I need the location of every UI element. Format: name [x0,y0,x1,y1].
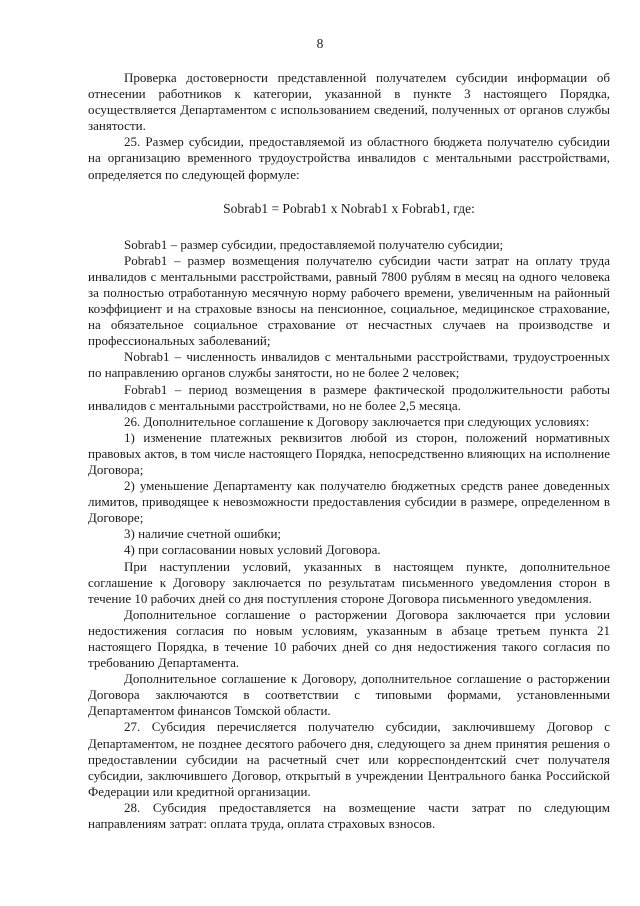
paragraph-fobrab-definition: Fobrab1 – период возмещения в размере фактической продолжительности работы инвалидов с ментальными расстройствами, но не более 2,5 месяца. [88,381,610,413]
paragraph-pobrab-definition: Pobrab1 – размер возмещения получателю субсидии части затрат на оплату труда инвалидов с ментальными расстройствами, равный 7800 рублям в месяц на одного человека за полностью отработанную месячную норму рабочего времени, увеличенным на районный коэффициент и на страховые взносы на пенсионное, социальное, медицинское страхование, на обязательное социальное страхование от несчастных случаев на производстве и профессиональных заболеваний; [88,252,610,349]
formula: Sobrab1 = Pobrab1 x Nobrab1 x Fobrab1, где: [223,200,475,216]
paragraph-27: 27. Субсидия перечисляется получателю субсидии, заключившему Договор с Департаментом, не позднее десятого рабочего дня, следующего за днем принятия решения о предоставлении субсидии на расчетный счет или корреспондентский счет получателя субсидии, заключившего Договор, открытый в учреждении Центрального банка Российской Федерации или кредитной организации. [88,719,610,799]
paragraph-sobrab-definition: Sobrab1 – размер субсидии, предоставляемой получателю субсидии; [124,236,504,252]
paragraph-nobrab-definition: Nobrab1 – численность инвалидов с ментальными расстройствами, трудоустроенных по направлению органов службы занятости, но не более 2 человек; [88,349,610,381]
document-body [88,70,610,832]
paragraph-25: 25. Размер субсидии, предоставляемой из областного бюджета получателю субсидии на организацию временного трудоустройства инвалидов с ментальными расстройствами, определяется по следующей формуле: [88,134,610,182]
paragraph-26: 26. Дополнительное соглашение к Договору заключается при следующих условиях: [124,413,590,429]
page-number: 8 [316,36,324,51]
paragraph-verification: Проверка достоверности представленной получателем субсидии информации об отнесении работников к категории, указанной в пункте 3 настоящего Порядка, осуществляется Департаментом с использованием сведений, полученных от органов службы занятости. [88,70,610,134]
paragraph-28: 28. Субсидия предоставляется на возмещение части затрат по следующим направлениям затрат: оплата труда, оплата страховых взносов. [88,799,610,832]
paragraph-conditions-procedure: При наступлении условий, указанных в настоящем пункте, дополнительное соглашение к Договору заключается по результатам письменного уведомления сторон в течение 10 рабочих дней со дня поступления стороне Договора письменного уведомления. [88,558,610,606]
paragraph-standard-forms: Дополнительное соглашение к Договору, дополнительное соглашение о расторжении Договора заключаются в соответствии с типовыми формами, установленными Департаментом финансов Томской области. [88,671,610,719]
list-item-condition-4: 4) при согласовании новых условий Договора. [124,542,381,558]
paragraph-termination-agreement: Дополнительное соглашение о расторжении Договора заключается при условии недостижения согласия по новым условиям, указанным в абзаце третьем пункта 21 настоящего Порядка, в течение 10 рабочих дней со дня недостижения такого согласия по требованию Департамента. [88,606,610,671]
list-item-condition-2: 2) уменьшение Департаменту как получателю бюджетных средств ранее доведенных лимитов, приводящее к невозможности предоставления субсидии в размере, определенном в Договоре; [88,478,610,526]
list-item-condition-3: 3) наличие счетной ошибки; [124,526,282,542]
list-item-condition-1: 1) изменение платежных реквизитов любой из сторон, положений нормативных правовых актов, в том числе настоящего Порядка, непосредственно влияющих на исполнение Договора; [88,429,610,477]
